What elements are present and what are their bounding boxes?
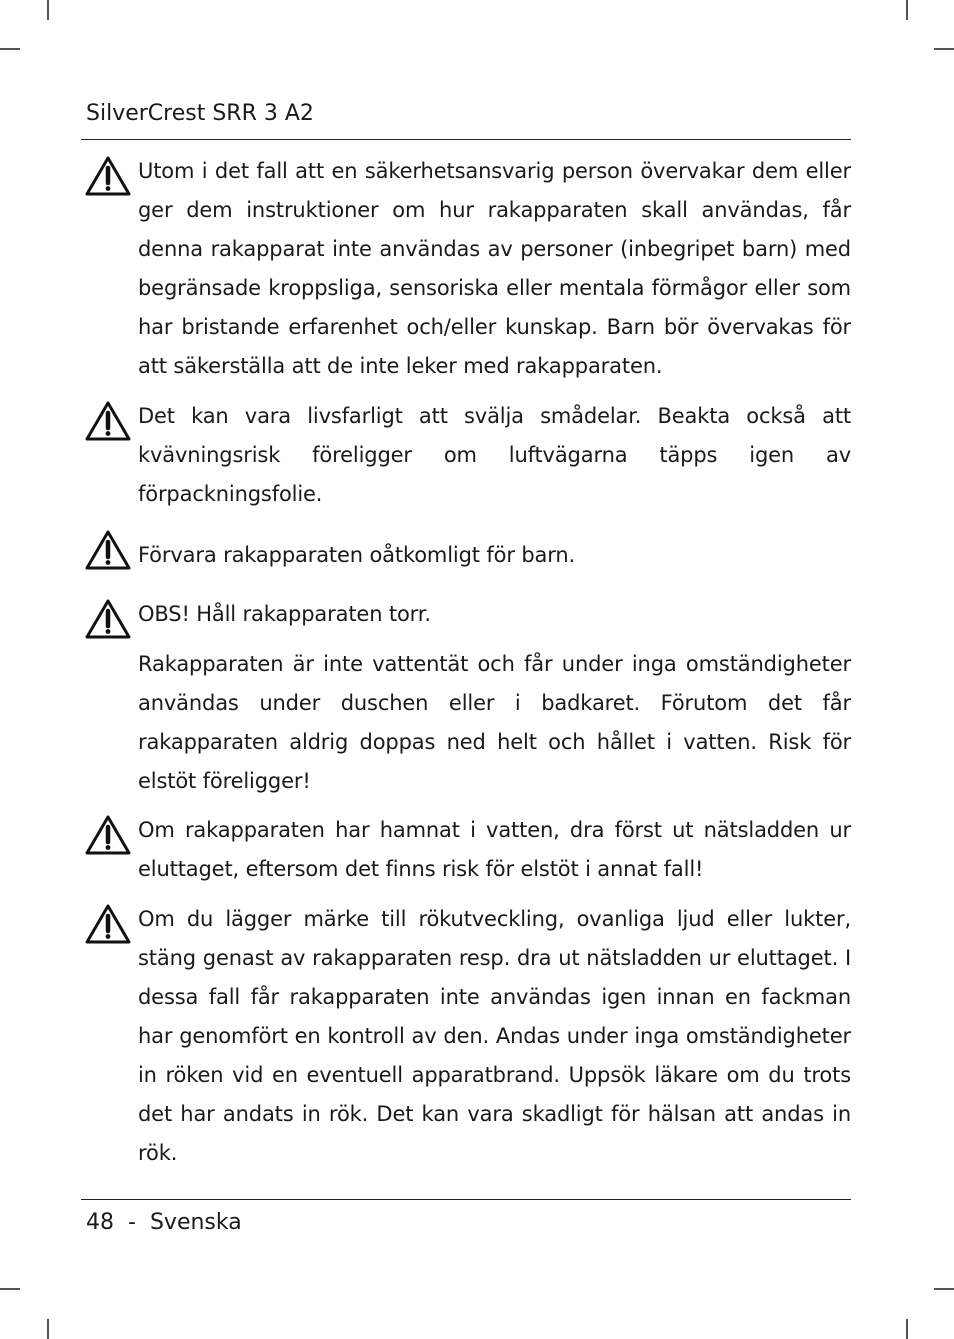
warning-section (81, 536, 851, 575)
crop-mark (0, 1288, 20, 1290)
warning-triangle-icon (85, 599, 131, 639)
warning-text: Utom i det fall att en säkerhetsansvarig person övervakar dem eller ger dem instruktioner om hur rakapparaten skall användas, får denna rakapparat inte användas av personer (inbegripet barn) med begränsade kroppsliga, sensoriska eller mentala förmågor eller som har bristande erfarenhet och/eller kunskap. Barn bör övervakas för att säkerställa att de inte leker med rakapparaten. (138, 159, 851, 378)
warning-section (81, 811, 851, 889)
crop-mark (934, 48, 954, 50)
warning-triangle-icon (85, 401, 131, 441)
warning-section (81, 152, 851, 386)
warning-text: OBS! Håll rakapparaten torr. (138, 602, 431, 626)
warning-triangle-icon (85, 904, 131, 944)
crop-mark (906, 0, 908, 20)
crop-mark (0, 48, 20, 50)
footer-language: Svenska (149, 1210, 242, 1235)
crop-mark (906, 1319, 908, 1339)
warning-text: Om du lägger märke till rökutveckling, ovanliga ljud eller lukter, stäng genast av rakapparaten resp. dra ut nätsladden ur eluttaget. I dessa fall får rakapparaten inte användas igen innan en fackman har genomfört en kontroll av den. Andas under inga omständigheter in röken vid en eventuell apparatbrand. Uppsök läkare om du trots det har andats in rök. Det kan vara skadligt för hälsan att andas in rök. (138, 907, 851, 1165)
warning-triangle-icon (85, 815, 131, 855)
warning-section (81, 397, 851, 514)
warning-triangle-icon (85, 530, 131, 570)
footer-rule (81, 1199, 851, 1200)
warning-text: Det kan vara livsfarligt att svälja smådelar. Beakta också att kvävningsrisk föreligger om luftvägarna täpps igen av förpackningsfolie. (138, 404, 851, 506)
footer-separator: - (128, 1210, 136, 1235)
page-number: 48 (86, 1210, 114, 1235)
crop-mark (47, 0, 49, 20)
warning-section (81, 900, 851, 1173)
info-section (81, 645, 851, 801)
warning-text: Om rakapparaten har hamnat i vatten, dra först ut nätsladden ur eluttaget, eftersom det finns risk för elstöt i annat fall! (138, 818, 851, 881)
header-rule (81, 139, 851, 140)
warning-triangle-icon (85, 156, 131, 196)
crop-mark (47, 1319, 49, 1339)
body-text: Rakapparaten är inte vattentät och får under inga omständigheter användas under duschen eller i badkaret. Förutom det får rakapparaten aldrig doppas ned helt och hållet i vatten. Risk för elstöt föreligger! (138, 652, 851, 793)
page-header-title: SilverCrest SRR 3 A2 (86, 101, 314, 126)
crop-mark (934, 1288, 954, 1290)
page-footer (86, 1207, 242, 1239)
warning-text: Förvara rakapparaten oåtkomligt för barn. (138, 543, 576, 567)
warning-section (81, 595, 851, 634)
